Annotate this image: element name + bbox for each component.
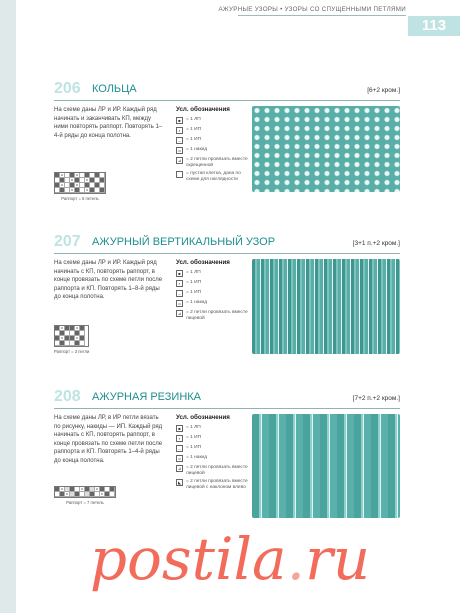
running-title: АЖУРНЫЕ УЗОРЫ • УЗОРЫ СО СПУЩЕННЫМИ ПЕТЛЯМИ — [218, 6, 406, 13]
knitting-chart — [54, 172, 106, 201]
legend-title: Усл. обозначения — [176, 259, 230, 266]
legend — [176, 414, 248, 493]
left-margin-band — [0, 0, 16, 613]
chart-grid: o o o o o o o o — [54, 172, 106, 194]
pattern-description: На схеме даны ЛР, в ИР петли вязать по рисунку, накиды — ИП. Каждый ряд начинать с КП, повторять раппорт, в конце провязать по схеме петли после раппорта и КП. Повторять 1–4-й ряды до конца полотна. — [54, 415, 163, 464]
legend-item: ▪ = 1 ИП — [176, 280, 248, 287]
pattern-rapport: [7+2 п.+2 кром.] — [352, 395, 400, 402]
legend-item: = пустая клетка, дана по схеме для наглядности — [176, 171, 248, 182]
legend-item: o = 1 накид — [176, 455, 248, 462]
legend-item: o = 1 накид — [176, 300, 248, 307]
pattern-number: 208 — [54, 388, 81, 405]
stitch-symbol-icon: ◣ — [177, 480, 182, 485]
legend-item: ■ = 1 ЛП — [176, 425, 248, 432]
pattern-number: 206 — [54, 80, 81, 97]
legend-title: Усл. обозначения — [176, 106, 230, 113]
pattern-rapport: [3+1 п.+2 кром.] — [352, 240, 400, 247]
page-number: 113 — [408, 16, 460, 36]
chart-rapport-label: Раппорт = 3 петли — [54, 349, 90, 354]
legend-item: – = 1 ИП — [176, 137, 248, 144]
watermark-brand: postila — [89, 525, 287, 593]
pattern-title: АЖУРНАЯ РЕЗИНКА — [92, 391, 202, 403]
chart-grid: o o o o — [54, 325, 89, 347]
knitting-chart — [54, 325, 89, 354]
legend-item: – = 1 ИП — [176, 445, 248, 452]
stitch-symbol-icon: ⊿ — [177, 311, 182, 316]
stitch-symbol-icon: ▪ — [176, 280, 183, 287]
chart-grid: o o o o o — [54, 486, 116, 498]
stitch-symbol-icon: o — [176, 300, 183, 307]
legend-item: o = 1 накид — [176, 147, 248, 154]
legend-item: ⊿ = 2 петли провязать вместе лицевой — [177, 465, 248, 476]
postila-watermark — [0, 525, 460, 595]
knitting-chart — [54, 486, 116, 505]
section-header — [54, 235, 400, 254]
stitch-symbol-icon: – — [176, 445, 183, 452]
section-header — [54, 82, 400, 101]
pattern-description: На схеме даны ЛР и ИР. Каждый ряд начинать и заканчивать КП, между ними повторять раппорт. Повторять 1–4-й ряды до конца полотна. — [54, 107, 163, 139]
stitch-symbol-icon: – — [176, 290, 183, 297]
stitch-symbol-icon: o — [176, 455, 183, 462]
pattern-section-207 — [54, 235, 400, 375]
legend-item: ◣ = 2 петли провязать вместе лицевой с наклоном влево — [177, 479, 248, 490]
section-header — [54, 390, 400, 409]
legend — [176, 259, 248, 324]
stitch-symbol-icon: ■ — [176, 425, 183, 432]
legend-item: ⊿ = 2 петли провязать вместе лицевой — [177, 310, 248, 321]
chart-rapport-label: Раппорт = 6 петель — [61, 196, 99, 201]
pattern-description: На схеме даны ЛР и ИР. Каждый ряд начинать с КП, повторять раппорт, в конце провязать по схеме петли после раппорта и КП. Повторять 1–8-й ряды до конца полотна. — [54, 260, 163, 301]
stitch-symbol-icon: ■ — [176, 270, 183, 277]
chart-rapport-label: Раппорт = 7 петель — [66, 500, 104, 505]
pattern-title: КОЛЬЦА — [92, 83, 137, 95]
legend-item: ■ = 1 ЛП — [176, 270, 248, 277]
legend-item: ■ = 1 ЛП — [176, 117, 248, 124]
legend-item: ▪ = 1 ИП — [176, 127, 248, 134]
legend-item: – = 1 ИП — [176, 290, 248, 297]
knitted-swatch-photo — [252, 259, 400, 354]
legend-item: ⊿ = 2 петли провязать вместе скрещенной — [177, 157, 248, 168]
page-header — [16, 0, 460, 40]
pattern-title: АЖУРНЫЙ ВЕРТИКАЛЬНЫЙ УЗОР — [92, 236, 276, 248]
stitch-symbol-icon: ▪ — [176, 127, 183, 134]
knitted-swatch-photo — [252, 106, 400, 192]
stitch-symbol-icon: ⊿ — [177, 158, 182, 163]
legend — [176, 106, 248, 185]
header-rule — [238, 15, 406, 16]
stitch-symbol-icon: o — [176, 147, 183, 154]
pattern-number: 207 — [54, 233, 81, 250]
stitch-symbol-icon: ■ — [176, 117, 183, 124]
knitted-swatch-photo — [252, 414, 400, 518]
stitch-symbol-icon — [176, 171, 183, 178]
stitch-symbol-icon: ▪ — [176, 435, 183, 442]
legend-title: Усл. обозначения — [176, 414, 230, 421]
watermark-tld: ru — [305, 525, 371, 593]
legend-item: ▪ = 1 ИП — [176, 435, 248, 442]
watermark-dot: . — [286, 525, 306, 593]
stitch-symbol-icon: ⊿ — [177, 466, 182, 471]
pattern-section-206 — [54, 82, 400, 212]
pattern-rapport: [6+2 кром.] — [367, 87, 400, 94]
stitch-symbol-icon: – — [176, 137, 183, 144]
pattern-section-208 — [54, 390, 400, 520]
